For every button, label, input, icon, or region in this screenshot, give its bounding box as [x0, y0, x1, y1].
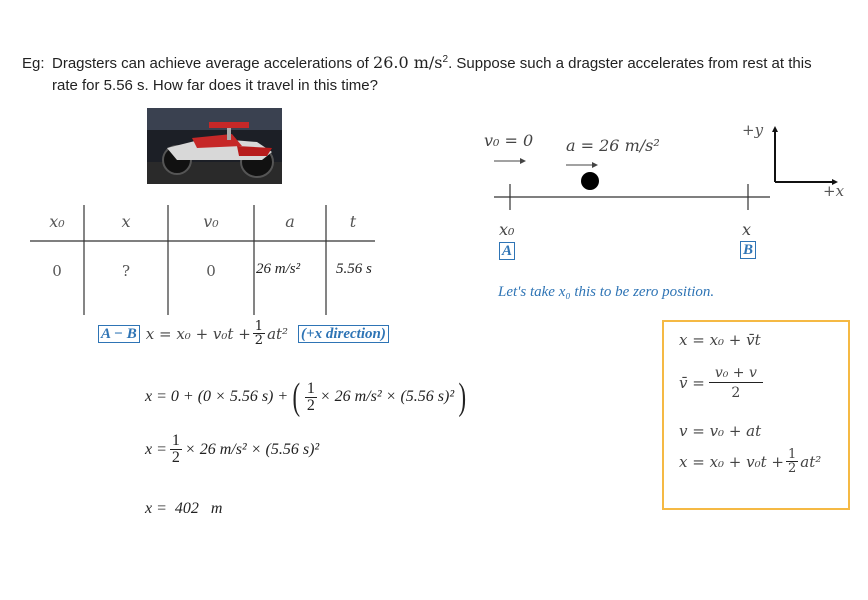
table-value-v0: 0 — [206, 262, 216, 280]
eq4-fraction — [786, 448, 798, 475]
dragster-image — [147, 108, 282, 184]
table-value-t: 5.56 s — [336, 261, 372, 277]
solution-answer: x = 402 m — [145, 500, 223, 517]
problem-text-1a: Dragsters can achieve average accelerations of — [52, 55, 374, 72]
diagram-v0-label: v₀ = 0 — [484, 131, 534, 150]
step1-close-paren: ) — [458, 376, 467, 418]
table-header-a: a — [285, 212, 295, 231]
solution-equation-line — [98, 320, 389, 347]
eq4-num: 1 — [788, 447, 797, 462]
step2-half-den: 2 — [171, 449, 180, 466]
table-value-a: 26 m/s² — [256, 261, 301, 277]
ball-icon — [581, 172, 599, 190]
step2-text: × 26 m/s² × (5.56 s)² — [184, 440, 320, 458]
problem-text-1b: . Suppose such a dragster accelerates from rest at this — [448, 55, 812, 72]
diagram-accel-label: a = 26 m/s² — [566, 136, 660, 155]
step2-half-num: 1 — [171, 432, 180, 449]
equation-4 — [679, 448, 821, 475]
table-value-x: ? — [121, 262, 131, 280]
diagram-axes — [480, 118, 860, 213]
direction-note: (+x direction) — [298, 325, 389, 343]
table-header-x0: x₀ — [49, 212, 65, 231]
step1-half-den: 2 — [306, 396, 315, 414]
step1-text-b: × 26 m/s² × (5.56 s)² — [319, 388, 455, 405]
point-b-label: B — [740, 241, 756, 259]
diagram-plus-x: +x — [823, 182, 845, 200]
solution-half-den: 2 — [254, 333, 264, 348]
solution-step-1 — [145, 378, 469, 416]
zero-position-note: Let's take x₀ this to be zero position. — [498, 284, 715, 300]
eq4-rhs: at² — [800, 452, 822, 471]
problem-accel-exponent: 2 — [442, 54, 449, 65]
table-value-x0: 0 — [52, 262, 62, 280]
eq4-den: 2 — [788, 461, 797, 476]
solution-step-2 — [145, 433, 319, 466]
solution-equation-rhs: at² — [267, 324, 289, 343]
diagram-x0-label: x₀ — [499, 220, 515, 239]
problem-line-2: rate for 5.56 s. How far does it travel in this time? — [52, 77, 378, 94]
step2-half-fraction — [170, 433, 182, 466]
diagram-x-label: x — [742, 220, 752, 239]
step1-open-paren: ( — [292, 376, 301, 418]
kinematic-equations-box — [662, 320, 850, 510]
solution-half-fraction — [253, 320, 265, 347]
point-a-label: A — [499, 242, 515, 260]
diagram-plus-y: +y — [742, 121, 764, 139]
equation-3: v = v₀ + at — [679, 422, 762, 440]
eq2-num: v₀ + v — [709, 366, 763, 383]
solution-tag: A − B — [98, 325, 140, 343]
equation-1: x = x₀ + v̄t — [679, 331, 761, 349]
table-header-t: t — [349, 212, 357, 231]
table-header-x: x — [121, 212, 131, 231]
problem-line-1 — [52, 53, 812, 72]
solution-half-num: 1 — [254, 319, 264, 334]
step1-text-a: x = 0 + (0 × 5.56 s) + — [145, 388, 289, 405]
table-header-v0: v₀ — [203, 212, 219, 231]
step1-half-fraction — [305, 381, 317, 414]
equation-2 — [679, 366, 763, 400]
problem-label: Eg: — [22, 55, 45, 72]
problem-accel-value: 26.0 m/s — [373, 53, 443, 72]
step2-lhs: x = — [145, 440, 167, 458]
step1-half-num: 1 — [306, 379, 315, 397]
eq2-den: 2 — [731, 385, 741, 401]
eq4-lhs: x = x₀ + v₀t + — [679, 452, 784, 471]
solution-equation-lhs: x = x₀ + v₀t + — [145, 324, 251, 343]
eq2-fraction — [709, 366, 763, 400]
eq2-lhs: v̄ = — [679, 374, 705, 392]
